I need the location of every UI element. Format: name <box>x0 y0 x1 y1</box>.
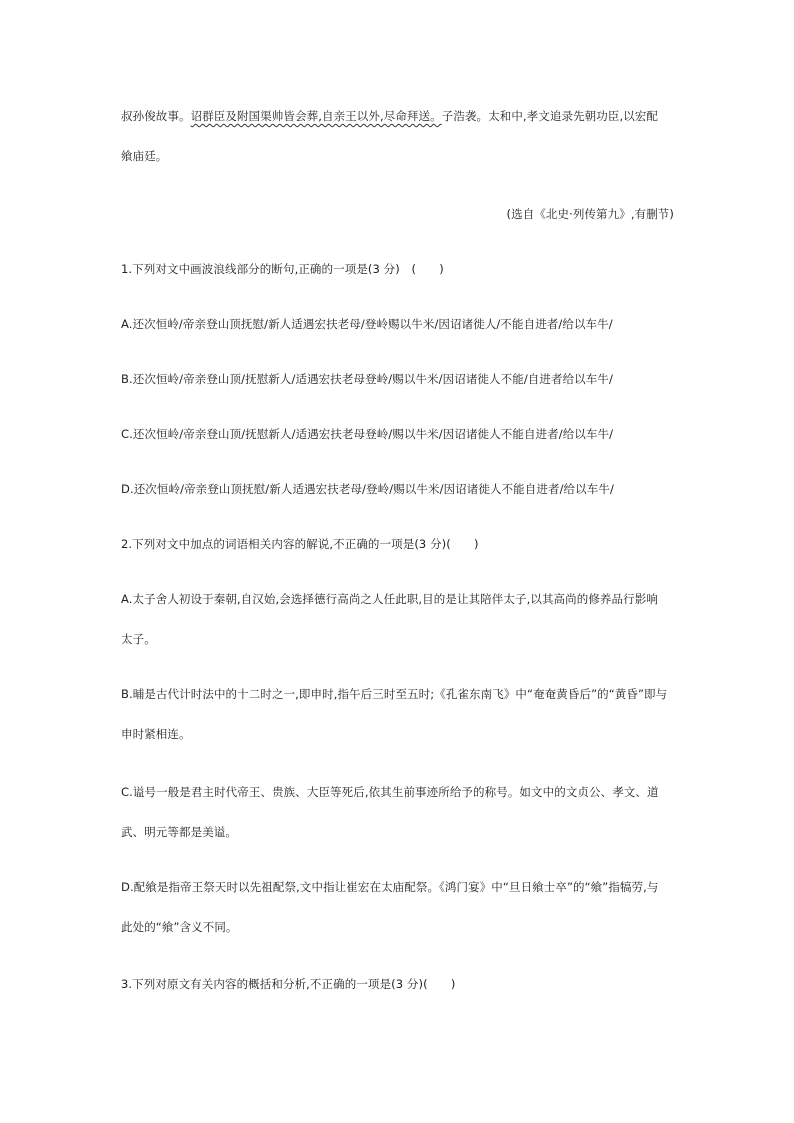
question-3-stem: 3.下列对原文有关内容的概括和分析,不正确的一项是(3 分)( ) <box>121 977 456 991</box>
passage-text: 子浩袭。太和中,孝文追录先朝功臣,以宏配 <box>441 109 659 123</box>
question-1-option-a: A.还次恒岭/帝亲登山顶抚慰/新人适遇宏扶老母/登岭赐以牛米/因诏诸徙人/不能自进者/给以车牛/ <box>121 317 613 331</box>
question-2-option-a-cont: 太子。 <box>121 632 156 646</box>
passage-line-1 <box>121 108 674 124</box>
question-1-stem: 1.下列对文中画波浪线部分的断句,正确的一项是(3 分) ( ) <box>121 262 444 276</box>
wavy-underlined-text: 诏群臣及附国渠帅皆会葬,自亲王以外,尽命拜送。 <box>190 109 442 123</box>
question-2-option-b: B.晡是古代计时法中的十二时之一,即申时,指午后三时至五时;《孔雀东南飞》中“奄奄黄昏后”的“黄昏”即与 <box>121 687 668 701</box>
question-2-option-b-cont: 申时紧相连。 <box>121 727 191 741</box>
passage-text: 叔孙俊故事。 <box>121 109 191 123</box>
passage-line-2: 飨庙廷。 <box>121 149 168 163</box>
question-2-option-c: C.谥号一般是君主时代帝王、贵族、大臣等死后,依其生前事迹所给予的称号。如文中的文贞公、孝文、道 <box>121 785 659 799</box>
question-2-option-c-cont: 武、明元等都是美谥。 <box>121 825 237 839</box>
question-2-option-d-cont: 此处的“飨”含义不同。 <box>121 920 238 934</box>
question-2-stem: 2.下列对文中加点的词语相关内容的解说,不正确的一项是(3 分)( ) <box>121 537 479 551</box>
question-2-option-d: D.配飨是指帝王祭天时以先祖配祭,文中指让崔宏在太庙配祭。《鸿门宴》中“旦日飨士卒”的“飨”指犒劳,与 <box>121 880 659 894</box>
question-1-option-b: B.还次恒岭/帝亲登山顶/抚慰新人/适遇宏扶老母登岭/赐以牛米/因诏诸徙人不能/自进者给以车牛/ <box>121 372 613 386</box>
question-2-option-a: A.太子舍人初设于秦朝,自汉始,会选择德行高尚之人任此职,目的是让其陪伴太子,以其高尚的修养品行影响 <box>121 592 658 606</box>
source-citation: (选自《北史·列传第九》,有删节) <box>506 207 674 221</box>
question-1-option-c: C.还次恒岭/帝亲登山顶/抚慰新人/适遇宏扶老母登岭/赐以牛米/因诏诸徙人不能自进者/给以车牛/ <box>121 427 614 441</box>
question-1-option-d: D.还次恒岭/帝亲登山顶抚慰/新人适遇宏扶老母/登岭/赐以牛米/因诏诸徙人不能自进者/给以车牛/ <box>121 482 614 496</box>
